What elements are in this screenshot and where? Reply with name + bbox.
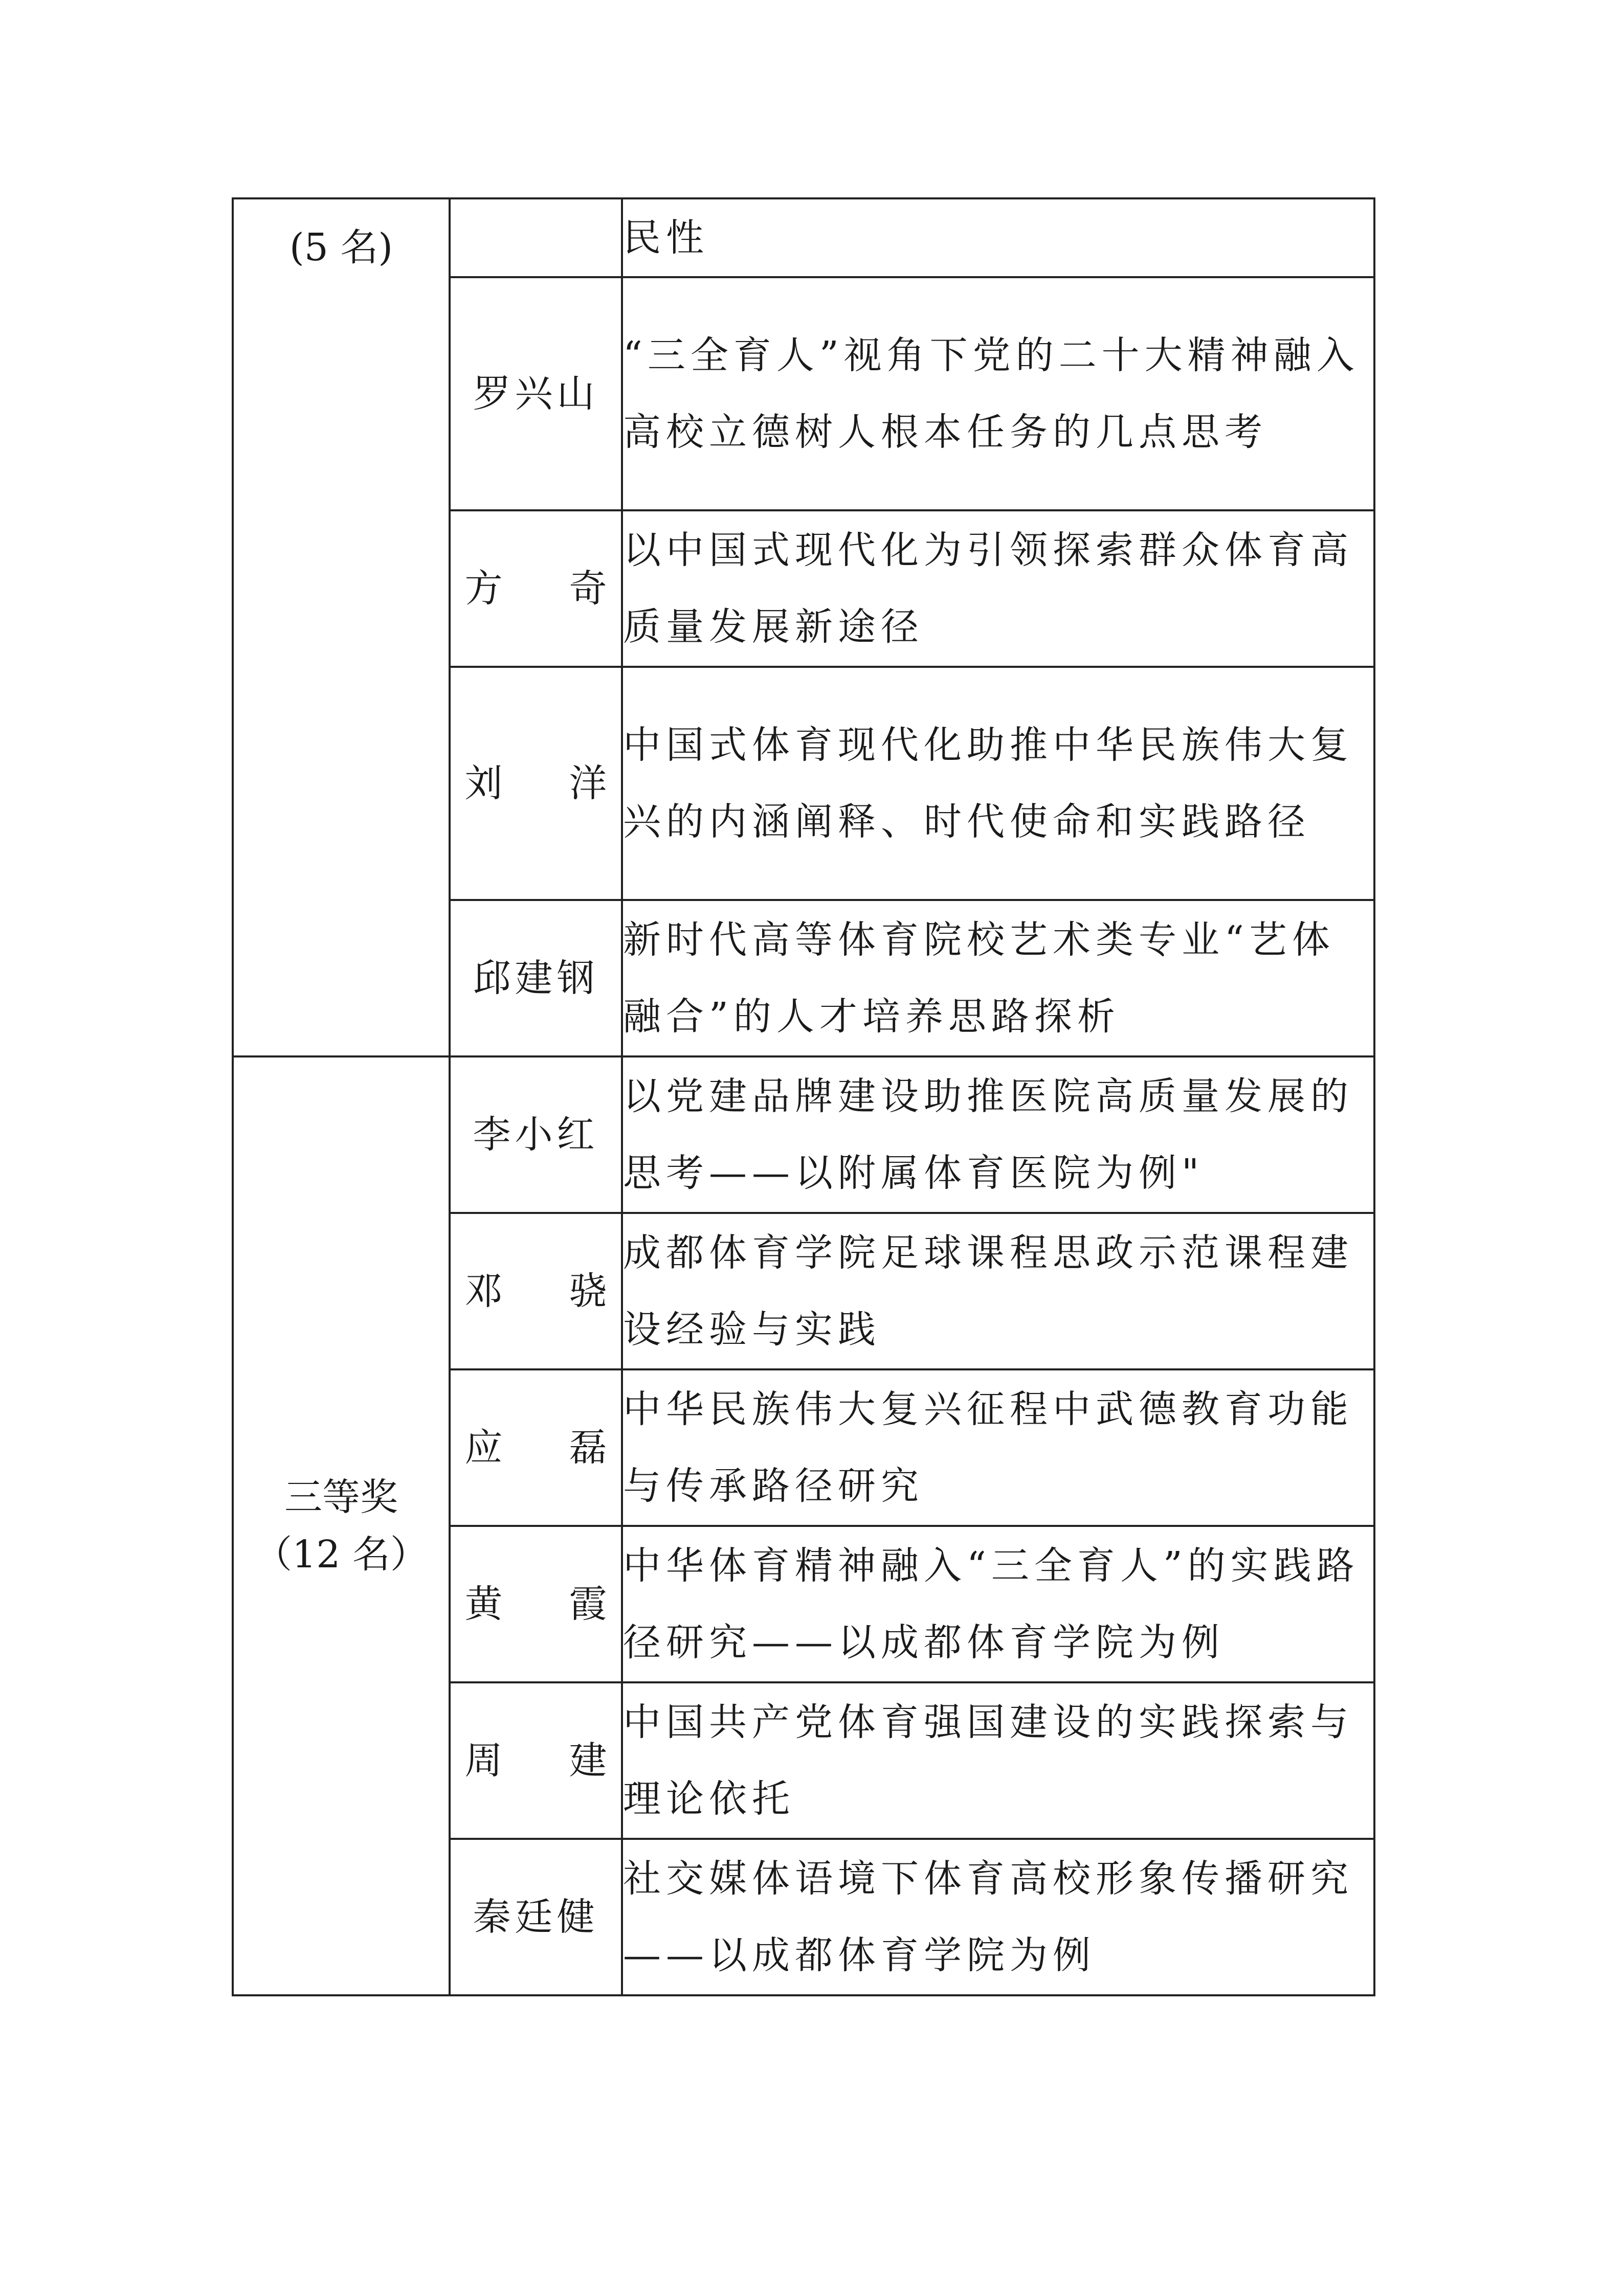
awards-table <box>232 197 1375 1996</box>
author-cell: 邱建钢 <box>450 900 622 1056</box>
author-cell <box>450 1526 622 1682</box>
paper-title: 民性 <box>623 216 709 260</box>
title-cell <box>622 1682 1374 1839</box>
paper-title: 中国式体育现代化助推中华民族伟大复兴的内涵阐释、时代使命和实践路径 <box>623 723 1353 844</box>
author-name <box>465 1566 607 1642</box>
author-char: 周 <box>464 1739 503 1783</box>
author-char: 骁 <box>569 1269 607 1313</box>
author-char: 奇 <box>569 567 607 611</box>
author-char: 黄 <box>464 1582 503 1626</box>
author-char: 刘 <box>464 761 503 805</box>
title-cell <box>622 198 1374 277</box>
paper-title: 以中国式现代化为引领探索群众体育高质量发展新途径 <box>623 528 1353 649</box>
award-count-label: (5 名) <box>289 226 393 269</box>
author-cell <box>450 198 622 277</box>
title-cell <box>622 277 1374 510</box>
paper-title: “三全育人”视角下党的二十大精神融入高校立德树人根本任务的几点思考 <box>623 333 1360 454</box>
paper-title: 社交媒体语境下体育高校形象传播研究——以成都体育学院为例 <box>623 1857 1353 1977</box>
title-cell <box>622 510 1374 667</box>
award-level-label: 三等奖 <box>284 1475 398 1519</box>
author-cell <box>450 510 622 667</box>
author-name <box>465 1253 607 1330</box>
author-cell: 李小红 <box>450 1056 622 1213</box>
title-cell <box>622 1526 1374 1682</box>
author-name <box>465 745 607 822</box>
author-cell: 秦廷健 <box>450 1839 622 1995</box>
title-cell <box>622 1056 1374 1213</box>
title-cell <box>622 1369 1374 1526</box>
author-name <box>465 1409 607 1486</box>
author-cell <box>450 667 622 900</box>
author-char: 洋 <box>569 761 607 805</box>
author-char: 建 <box>569 1739 607 1783</box>
author-char: 霞 <box>569 1582 607 1626</box>
author-cell: 罗兴山 <box>450 277 622 510</box>
author-char: 应 <box>464 1426 503 1470</box>
author-char: 磊 <box>569 1426 607 1470</box>
title-cell <box>622 1839 1374 1995</box>
author-char: 方 <box>464 567 503 611</box>
author-char: 邓 <box>464 1269 503 1313</box>
author-name <box>465 1722 607 1799</box>
award-level-cell <box>233 1056 450 1995</box>
author-cell <box>450 1369 622 1526</box>
paper-title: 新时代高等体育院校艺术类专业“艺体融合”的人才培养思路探析 <box>623 918 1335 1039</box>
author-name <box>465 550 607 627</box>
title-cell <box>622 900 1374 1056</box>
award-level-cell <box>233 198 450 1056</box>
author-cell <box>450 1213 622 1369</box>
paper-title: 成都体育学院足球课程思政示范课程建设经验与实践 <box>623 1231 1353 1352</box>
table-row <box>233 198 1374 277</box>
author-cell <box>450 1682 622 1839</box>
table-row <box>233 1056 1374 1213</box>
paper-title: 中华民族伟大复兴征程中武德教育功能与传承路径研究 <box>623 1387 1353 1508</box>
paper-title: 中华体育精神融入“三全育人”的实践路径研究——以成都体育学院为例 <box>623 1544 1360 1664</box>
award-count-label: （12 名） <box>254 1533 428 1577</box>
title-cell <box>622 1213 1374 1369</box>
paper-title: 以党建品牌建设助推医院高质量发展的思考——以附属体育医院为例" <box>623 1074 1353 1195</box>
paper-title: 中国共产党体育强国建设的实践探索与理论依托 <box>623 1700 1353 1821</box>
title-cell <box>622 667 1374 900</box>
